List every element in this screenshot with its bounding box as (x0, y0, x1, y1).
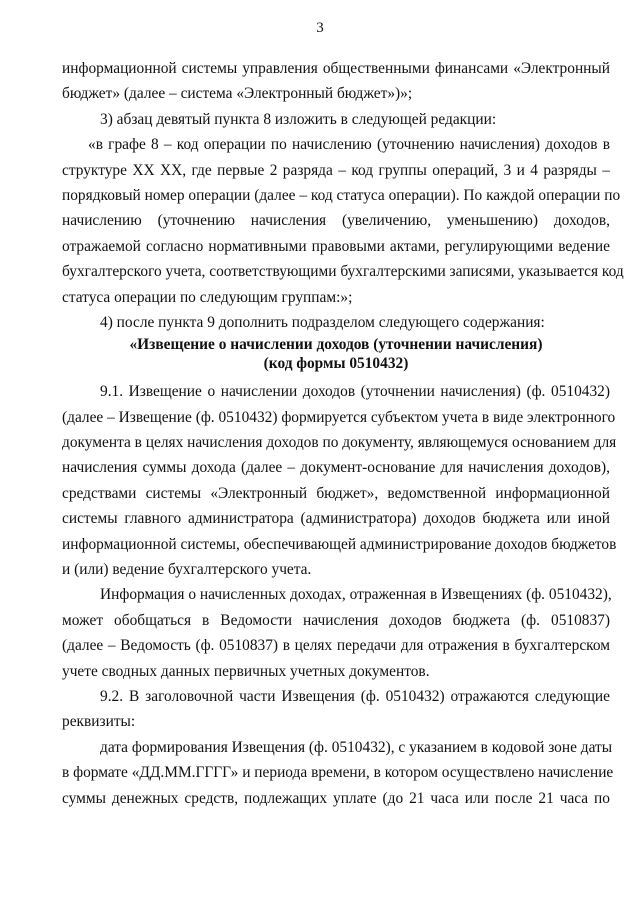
page-number: 3 (316, 20, 324, 36)
text-line: реквизиты: (62, 713, 136, 731)
text-line: статуса операции по следующим группам:»; (62, 288, 353, 306)
section-heading-line-2: (код формы 0510432) (263, 355, 409, 373)
text-line: информационной системы, обеспечивающей администрирование доходов бюджетов (62, 535, 617, 553)
section-body (62, 379, 617, 811)
text-line: Информация о начисленных доходах, отраженная в Извещениях (ф. 0510432), (100, 586, 612, 604)
text-line: начисления суммы дохода (далее – документ-основание для начисления доходов), (62, 459, 610, 477)
section-heading-line-1: «Извещение о начислении доходов (уточнении начисления) (129, 336, 543, 354)
document-body (62, 56, 624, 811)
text-line: (далее – Извещение (ф. 0510432) формируется субъектом учета в виде электронного (62, 408, 616, 426)
text-line: документа в целях начисления доходов по документу, являющемуся основанием для (62, 434, 617, 452)
text-line: суммы денежных средств, подлежащих уплате (до 21 часа или после 21 часа по (62, 789, 610, 807)
section-heading (62, 335, 610, 373)
text-line: «в графе 8 – код операции по начислению (уточнению начисления) доходов в (88, 136, 610, 154)
text-line: 9.1. Извещение о начислении доходов (уточнении начисления) (ф. 0510432) (100, 383, 610, 401)
text-line: в формате «ДД.ММ.ГГГГ» и периода времени, в котором осуществлено начисление (62, 764, 614, 782)
text-line: учете сводных данных первичных учетных документов. (62, 662, 430, 680)
text-line: 3) абзац девятый пункта 8 изложить в следующей редакции: (100, 110, 497, 128)
text-line: отражаемой согласно нормативными правовыми актами, регулирующими ведение (62, 237, 610, 255)
text-line: начислению (уточнению начисления (увеличению, уменьшению) доходов, (62, 212, 610, 230)
text-line: порядковый номер операции (далее – код статуса операции). По каждой операции по (62, 186, 621, 204)
text-line: дата формирования Извещения (ф. 0510432), с указанием в кодовой зоне даты (100, 738, 613, 756)
text-line: бухгалтерского учета, соответствующими бухгалтерскими записями, указывается код (62, 263, 624, 281)
text-line: средствами системы «Электронный бюджет», ведомственной информационной (62, 484, 610, 502)
text-line: может обобщаться в Ведомости начисления доходов бюджета (ф. 0510837) (62, 611, 610, 629)
text-line: 4) после пункта 9 дополнить подразделом следующего содержания: (100, 313, 545, 331)
text-line: бюджет» (далее – система «Электронный бюджет»)»; (62, 85, 413, 103)
text-line: системы главного администратора (администратора) доходов бюджета или иной (62, 510, 610, 528)
text-line: информационной системы управления общественными финансами «Электронный (62, 60, 610, 77)
text-line: (далее – Ведомость (ф. 0510837) в целях передачи для отражения в бухгалтерском (62, 637, 610, 655)
text-line: структуре XX XX, где первые 2 разряда – код группы операций, 3 и 4 разряды – (62, 161, 610, 179)
intro-paragraphs (62, 56, 624, 335)
text-line: и (или) ведение бухгалтерского учета. (62, 561, 312, 579)
text-line: 9.2. В заголовочной части Извещения (ф. 0510432) отражаются следующие (100, 687, 610, 705)
